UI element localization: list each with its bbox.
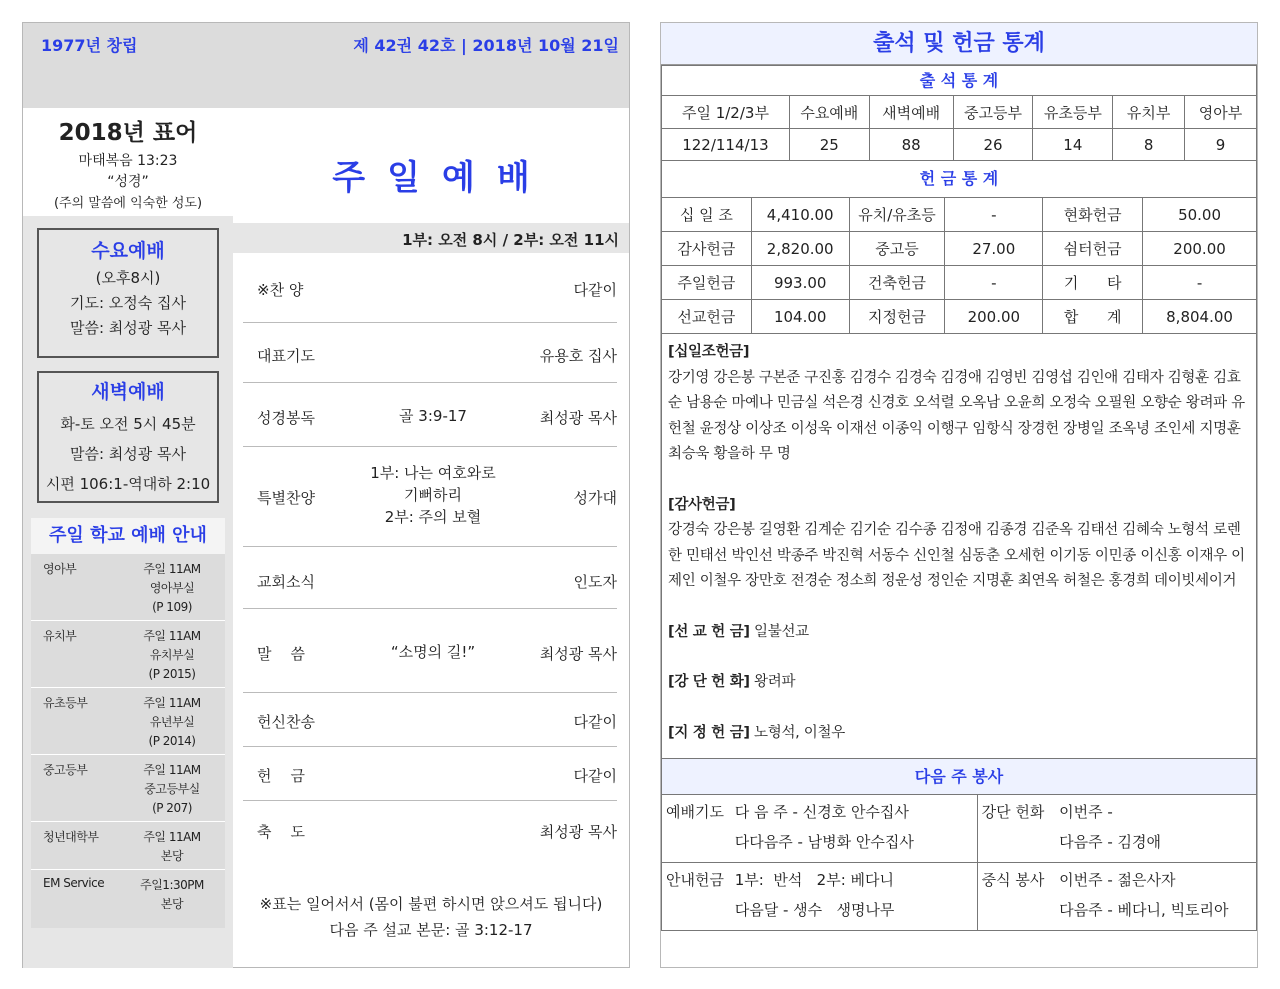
order-row [243,547,617,609]
sunday-school-row [31,688,225,755]
thanks-label: [감사헌금] [668,496,736,513]
next-week-title: 다음 주 봉사 [661,758,1257,794]
order-item: 특별찬양 [257,489,315,507]
service-title: 주일예배 [332,158,552,198]
dept-time: 주일 11AM [143,696,201,710]
dept-name: 유치부 [43,629,77,643]
standing-note: ※표는 일어서서 (몸이 불편 하시면 앉으셔도 됩니다) [259,895,603,913]
attendance-header: 영아부 [1185,96,1257,129]
order-item: 말 씀 [257,645,306,663]
volume-date-text: 제 42권 42호 | 2018년 10월 21일 [353,36,619,55]
order-of-worship [233,253,629,967]
wednesday-service-box [37,228,219,358]
dept-room-num: (P 109) [152,600,192,614]
offering-cell: 50.00 [1143,198,1257,232]
dept-room: 본당 [160,849,184,863]
attendance-value: 25 [789,129,869,161]
order-item: 축 도 [257,823,306,841]
offering-cell: 건축헌금 [849,266,945,300]
offering-cell: 합 계 [1043,300,1143,334]
meal-label: 중식 봉사 [981,871,1045,889]
usher-label: 안내헌금 [666,871,724,889]
offering-cell: 8,804.00 [1143,300,1257,334]
order-row [243,609,617,693]
sunday-school-row [31,621,225,688]
tithe-names: 강기영 강은봉 구본준 구진홍 김경수 김경숙 김경애 김영빈 김영섭 김인애 김태자 김형훈 김효순 남용순 마예나 민금실 석은경 신경호 오석렬 오옥남 오윤희 오정숙 오필원 오향순 왕려파 유헌철 윤정상 이상조 이성욱 이재선 이종익 이행구 임항식 장경헌 장병일 조옥녕 조인세 지명훈 최승욱 황을하 무 명 [668,369,1245,462]
sunday-school-row [31,822,225,870]
flower-label: [강 단 헌 화] [668,674,750,690]
order-item: 대표기도 [257,347,315,365]
order-item: ※찬 양 [257,281,304,299]
offering-cell: 쉼터헌금 [1043,232,1143,266]
dawn-sermon: 말씀: 최성광 목사 [69,445,187,463]
offering-cell: 104.00 [751,300,849,334]
dawn-time: 화-토 오전 5시 45분 [60,415,196,433]
dept-time: 주일 11AM [143,562,201,576]
attendance-value: 14 [1033,129,1113,161]
flower-next-week: 다음주 - 김경애 [1059,833,1162,851]
thanks-names: 강경숙 강은봉 길영환 김계순 김기순 김수종 김정애 김종경 김준옥 김태선 김혜숙 노형석 로렌한 민태선 박인선 박종주 박진혁 서동수 신인철 심동춘 오세헌 이기동 이민종 이신홍 이재우 이제인 이철우 장만호 전경순 정소희 정운성 정인순 지명훈 최연옥 허철은 홍경희 데이빗세이거 [668,522,1245,589]
order-content: 1부: 나는 여호와로 기뻐하리 2부: 주의 보혈 [370,464,496,526]
order-leader: 유용호 집사 [539,347,617,365]
attendance-value: 9 [1185,129,1257,161]
order-row [243,693,617,747]
attendance-header: 유치부 [1113,96,1185,129]
attendance-header: 중고등부 [953,96,1033,129]
prayer-after-next: 다다음주 - 남병화 안수집사 [734,833,914,851]
wednesday-prayer: 기도: 오정숙 집사 [69,294,187,312]
service-times: 1부: 오전 8시 / 2부: 오전 11시 [402,231,619,249]
prayer-label: 예배기도 [666,803,724,821]
stats-title: 출석 및 헌금 통계 [661,23,1257,65]
flower-duty-label: 강단 헌화 [981,803,1045,821]
motto-title: 2018년 표어 [58,120,198,146]
dept-room: 본당 [160,897,184,911]
offering-cell: 중고등 [849,232,945,266]
next-sermon-text: 다음 주 설교 본문: 골 3:12-17 [329,921,533,939]
order-leader: 다같이 [573,767,617,785]
offering-cell: 993.00 [751,266,849,300]
order-leader: 최성광 목사 [539,409,617,427]
wednesday-title: 수요예배 [91,240,165,262]
dept-room-num: (P 2014) [148,734,196,748]
offering-cell: 200.00 [1143,232,1257,266]
attendance-header: 유초등부 [1033,96,1113,129]
attendance-table [661,95,1257,161]
donor-list [661,334,1257,758]
order-leader: 다같이 [573,713,617,731]
sunday-school-title: 주일 학교 예배 안내 [31,518,225,554]
usher-this-month: 1부: 반석 2부: 베다니 [734,871,894,889]
usher-next-month: 다음달 - 생수 생명나무 [734,901,895,919]
offering-cell: 기 타 [1043,266,1143,300]
offering-cell: 현화헌금 [1043,198,1143,232]
sunday-school-row [31,870,225,918]
order-row [243,383,617,447]
sunday-school-row [31,755,225,822]
offering-cell: 십 일 조 [662,198,752,232]
dept-room-num: (P 207) [152,801,192,815]
dept-room: 유치부실 [149,648,195,662]
dept-time: 주일1:30PM [140,878,204,892]
motto-block [23,108,233,216]
flower-this-week: 이번주 - [1059,803,1113,821]
attendance-value: 26 [953,129,1033,161]
order-row [243,323,617,383]
order-item: 성경봉독 [257,409,315,427]
order-leader: 최성광 목사 [539,645,617,663]
dept-time: 주일 11AM [143,763,201,777]
bulletin-left-page [22,22,630,968]
bulletin-right-page [660,22,1258,968]
service-times-band [233,223,629,253]
dept-name: 유초등부 [43,696,88,710]
dept-room: 중고등부실 [144,782,200,796]
order-leader: 다같이 [573,281,617,299]
offering-cell: 200.00 [945,300,1043,334]
offering-cell: - [945,198,1043,232]
sunday-school-row [31,554,225,621]
meal-next-week: 다음주 - 베다니, 빅토리아 [1059,901,1229,919]
attendance-header: 수요예배 [789,96,869,129]
dept-name: EM Service [43,876,105,890]
order-content: “소명의 길!” [390,643,476,661]
meal-this-week: 이번주 - 젊은사자 [1059,871,1176,889]
order-content: 골 3:9-17 [399,407,467,425]
order-row [243,447,617,547]
order-item: 교회소식 [257,573,315,591]
offering-title: 헌 금 통 계 [661,161,1257,197]
designated-names: 노형석, 이철우 [749,724,845,741]
order-row [243,801,617,857]
motto-word: “성경” [107,174,149,190]
offering-cell: 유치/유초등 [849,198,945,232]
attendance-header: 새벽예배 [869,96,953,129]
flower-names: 왕려파 [749,674,796,690]
wednesday-sermon: 말씀: 최성광 목사 [69,319,187,337]
order-row [243,253,617,323]
order-item: 헌 금 [257,767,306,785]
offering-cell: 27.00 [945,232,1043,266]
dept-time: 주일 11AM [143,629,201,643]
order-row [243,747,617,801]
order-leader: 성가대 [573,489,617,507]
dept-time: 주일 11AM [143,830,201,844]
dept-room: 영아부실 [149,581,195,595]
dept-room-num: (P 2015) [148,667,196,681]
offering-cell: 주일헌금 [662,266,752,300]
attendance-value: 8 [1113,129,1185,161]
attendance-header: 주일 1/2/3부 [662,96,790,129]
offering-table [661,197,1257,334]
service-title-area [233,108,629,223]
dept-name: 청년대학부 [43,830,99,844]
dept-name: 영아부 [43,562,77,576]
attendance-value: 122/114/13 [662,129,790,161]
header-band [23,23,629,108]
prayer-next: 다 음 주 - 신경호 안수집사 [734,803,909,821]
dept-room: 유년부실 [149,715,195,729]
dawn-reading: 시편 106:1-역대하 2:10 [45,475,211,493]
wednesday-time: (오후8시) [95,269,161,287]
order-leader: 인도자 [573,573,617,591]
offering-cell: - [1143,266,1257,300]
mission-label: [선 교 헌 금] [668,623,750,640]
left-sidebar [23,108,233,968]
next-week-table [661,794,1257,931]
sunday-school-box [31,518,225,928]
designated-label: [지 정 헌 금] [668,724,750,741]
offering-cell: 지정헌금 [849,300,945,334]
mission-names: 일불선교 [749,623,809,640]
offering-cell: - [945,266,1043,300]
attendance-value: 88 [869,129,953,161]
offering-cell: 4,410.00 [751,198,849,232]
tithe-label: [십일조헌금] [668,344,750,360]
attendance-title: 출 석 통 계 [661,65,1257,95]
order-item: 헌신찬송 [257,713,315,731]
offering-cell: 선교헌금 [662,300,752,334]
offering-cell: 2,820.00 [751,232,849,266]
founded-text: 1977년 창립 [41,36,138,55]
motto-desc: (주의 말씀에 익숙한 성도) [53,196,203,211]
dawn-title: 새벽예배 [91,381,165,403]
order-leader: 최성광 목사 [539,823,617,841]
offering-cell: 감사헌금 [662,232,752,266]
dawn-service-box [37,371,219,503]
dept-name: 중고등부 [43,763,88,777]
motto-ref: 마태복음 13:23 [78,153,178,169]
